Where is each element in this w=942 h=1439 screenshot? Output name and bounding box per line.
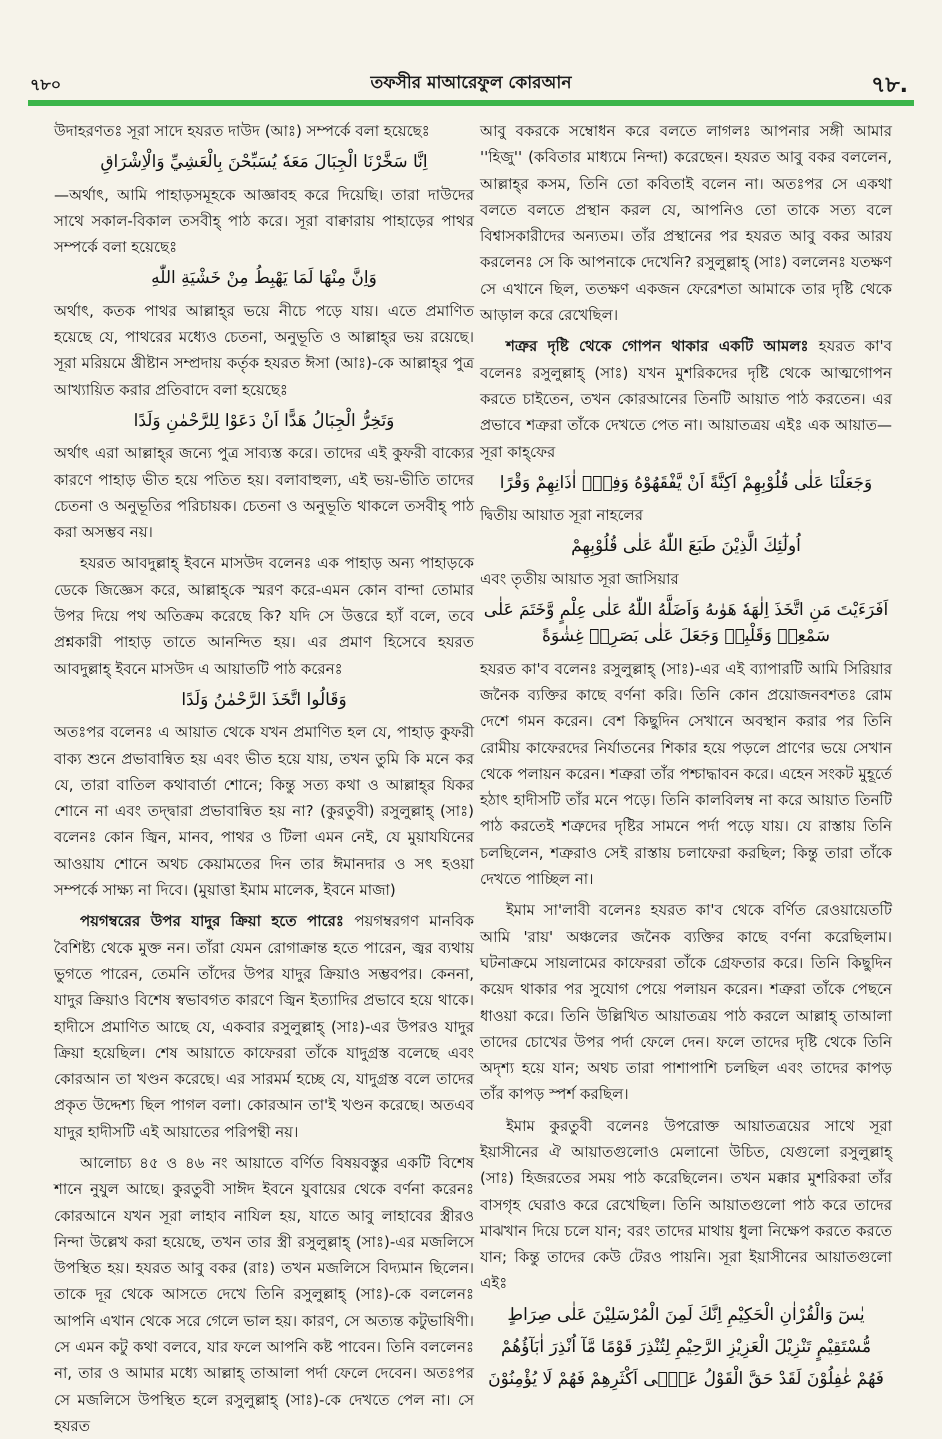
book-title: তফসীর মাআরেফুল কোরআন [370,73,572,93]
left-page-number: ৭৮০ [30,75,62,94]
arabic-verse: فَهُمْ غٰفِلُوْنَ لَقَدْ حَقَّ الْقَوْلُ عَلٰۤى اَكْثَرِهِمْ فَهُمْ لَا يُؤْمِنُوْنَ [488,1369,884,1390]
right-page-number: ৭৮. [871,73,908,98]
paragraph-text: হযরত আবদুল্লাহ্ ইবনে মাসউদ বলেনঃ এক পাহাড় অন্য পাহাড়কে ডেকে জিজ্ঞেস করে, আল্লাহ্‌কে স্মরণ করে-এমন কোন বান্দা তোমার উপর দিয়ে পথ অতিক্রম করেছে কি? যদি সে উত্তরে হ্যাঁ বলে, তবে প্রশ্নকারী পাহাড় তাতে আনন্দিত হয়। এর প্রমাণ হিসেবে হযরত আবদুল্লাহ্ ইবনে মাসউদ এ আয়াতটি পাঠ করেনঃ [54,554,474,678]
paragraph-text: উদাহরণতঃ সূরা সাদে হযরত দাউদ (আঃ) সম্পর্কে বলা হয়েছেঃ [54,122,430,140]
page-header [28,66,914,96]
arabic-verse: مُّسْتَقِيْمٍ تَنْزِيْلَ الْعَزِيْزِ الرَّحِيْمِ لِتُنْذِرَ قَوْمًا مَّآ اُنْذِرَ اٰبَآؤُهُمْ [500,1337,872,1358]
verse-translation: দ্বিতীয় আয়াত সূরা নাহলের [480,506,643,525]
arabic-verse: وَاِنَّ مِنْهَا لَمَا يَهْبِطُ مِنْ خَشْيَةِ اللّٰهِ [151,268,377,289]
paragraph-text: ইমাম সা'লাবী বলেনঃ হযরত কা'ব থেকে বর্ণিত রেওয়ায়েতটি আমি 'রায়' অঞ্চলের জনৈক ব্যক্তির কাছে বর্ণনা করেছিলাম। ঘটনাক্রমে সায়লামের কাফেররা তাঁকে গ্রেফতার করে। তিনি কিছুদিন কয়েদ থাকার পর সুযোগ পেয়ে পলায়ন করেন। শত্রুরা তাঁকে পেছনে ধাওয়া করে। তিনি উল্লিখিত আয়াতত্রয় পাঠ করলে আল্লাহ্ তাআলা তাদের চোখের উপর পর্দা ফেলে দেন। ফলে তাদের দৃষ্টি থেকে তিনি অদৃশ্য হয়ে যান; অথচ তারা পাশাপাশি চলছিল এবং তাদের কাপড় তাঁর কাপড় স্পর্শ করছিল। [480,901,892,1104]
arabic-verse: يٰسٓ وَالْقُرْاٰنِ الْحَكِيْمِ اِنَّكَ لَمِنَ الْمُرْسَلِيْنَ عَلٰى صِرَاطٍ [507,1304,865,1325]
paragraph [54,908,474,1145]
header-rule [28,100,914,106]
paragraph [54,1150,474,1439]
arabic-verse: وَتَخِرُّ الْجِبَالُ هَدًّا اَنْ دَعَوْا لِلرَّحْمٰنِ وَلَدًا [133,410,395,431]
paragraph [480,897,892,1107]
paragraph [54,118,474,144]
verse-translation: —অর্থাৎ, আমি পাহাড়সমূহকে আজ্ঞাবহ করে দিয়েছি। তারা দাউদের সাথে সকাল-বিকাল তসবীহ্ পাঠ করে। সূরা বাক্বারায় পাহাড়ের পাথর সম্পর্কে বলা হয়েছেঃ [54,185,474,257]
arabic-verse: اِنَّا سَخَّرْنَا الْجِبَالَ مَعَهٗ يُسَبِّحْنَ بِالْعَشِيِّ وَالْاِشْرَاقِ [100,152,428,173]
arabic-verse: وَقَالُوا اتَّخَذَ الرَّحْمٰنُ وَلَدًا [181,689,347,710]
verse-translation: অতঃপর বলেনঃ এ আয়াত থেকে যখন প্রমাণিত হল যে, পাহাড় কুফরী বাক্য শুনে প্রভাবান্বিত হয় এবং ভীত হয়ে যায়, তখন তুমি কি মনে কর যে, তারা বাতিল কথাবার্তা শোনে; কিন্তু সত্য কথা ও আল্লাহ্‌র যিকর শোনে না এবং তদ্দ্বারা প্রভাবান্বিত হয় না? (কুরতুবী) রসুলুল্লাহ্ (সাঃ) বলেনঃ কোন জ্বিন, মানব, পাথর ও টিলা এমন নেই, যে মুয়াযযিনের আওয়ায শোনে অথচ কেয়ামতের দিন তার ঈমানদার ও সৎ হওয়া সম্পর্কে সাক্ষ্য না দিবে। (মুয়াত্তা ইমাম মালেক, ইবনে মাজা) [54,723,474,900]
right-column [480,118,892,1390]
paragraph-text: আবু বকরকে সম্বোধন করে বলতে লাগলঃ আপনার সঙ্গী আমার ''হিজু'' (কবিতার মাধ্যমে নিন্দা) করেছেন। হযরত আবু বকর বললেন, আল্লাহ্‌র কসম, তিনি তো কবিতাই বলেন না। অতঃপর সে একথা বলতে বলতে প্রস্থান করল যে, আপনিও তো তাকে সত্য বলে বিশ্বাসকারীদের অন্যতম। তাঁর প্রস্থানের পর হযরত আবু বকর আরয করলেনঃ সে কি আপনাকে দেখেনি? রসুলুল্লাহ্ (সাঃ) বললেনঃ যতক্ষণ সে এখানে ছিল, ততক্ষণ একজন ফেরেশতা আমাকে তার দৃষ্টি থেকে আড়াল করে রেখেছিল। [480,122,892,325]
arabic-verse: وَجَعَلْنَا عَلٰى قُلُوْبِهِمْ اَكِنَّةً اَنْ يَّفْقَهُوْهُ وَفِيْۤ اٰذَانِهِمْ وَقْرًا [499,472,873,493]
paragraph-text: আলোচ্য ৪৫ ও ৪৬ নং আয়াতে বর্ণিত বিষয়বস্তুর একটি বিশেষ শানে নুযুল আছে। কুরতুবী সাঈদ ইবনে যুবায়ের থেকে বর্ণনা করেনঃ কোরআনে যখন সূরা লাহাব নাযিল হয়, যাতে আবু লাহাবের স্ত্রীরও নিন্দা উল্লেখ করা হয়েছে, তখন তার স্ত্রী রসুলুল্লাহ্ (সাঃ)-এর মজলিসে উপস্থিত হয়। হযরত আবু বকর (রাঃ) তখন মজলিসে বিদ্যমান ছিলেন। তাকে দূর থেকে আসতে দেখে তিনি রসুলুল্লাহ্ (সাঃ)-কে বললেনঃ আপনি এখান থেকে সরে গেলে ভাল হয়। কারণ, সে অত্যন্ত কটুভাষিণী। সে এমন কটু কথা বলবে, যার ফলে আপনি কষ্ট পাবেন। তিনি বললেনঃ না, তার ও আমার মধ্যে আল্লাহ্ তাআলা পর্দা ফেলে দেবেন। অতঃপর সে মজলিসে উপস্থিত হলে রসুলুল্লাহ্ (সাঃ)-কে দেখতে পেল না। সে হযরত [54,1153,474,1435]
paragraph [480,333,892,464]
paragraph-text: ইমাম কুরতুবী বলেনঃ উপরোক্ত আয়াতত্রয়ের সাথে সূরা ইয়াসীনের ঐ আয়াতগুলোও মেলানো উচিত, যেগুলো রসুলুল্লাহ্ (সাঃ) হিজরতের সময় পাঠ করেছিলেন। তখন মক্কার মুশরিকরা তাঁর বাসগৃহ ঘেরাও করে রেখেছিল। তিনি আয়াতগুলো পাঠ করে তাদের মাঝখান দিয়ে চলে যান; বরং তাদের মাথায় ধুলা নিক্ষেপ করতে করতে যান; কিন্তু তাদের কেউ টেরও পায়নি। সূরা ইয়াসীনের আয়াতগুলো এইঃ [480,1116,892,1293]
left-column [54,118,474,1435]
paragraph [480,1113,892,1297]
arabic-verse: اَفَرَءَيْتَ مَنِ اتَّخَذَ اِلٰهَهٗ هَوٰىهُ وَاَضَلَّهُ اللّٰهُ عَلٰى عِلْمٍ وَّخَتَمَ عَلٰى سَمْعِهٖ وَقَلْبِهٖ وَجَعَلَ عَلٰى بَصَرِهٖ غِشٰوَةً [483,600,889,647]
verse-translation: অর্থাৎ এরা আল্লাহ্‌র জন্যে পুত্র সাব্যস্ত করে। তাদের এই কুফরী বাক্যের কারণে পাহাড় ভীত হয়ে পতিত হয়। বলাবাহুল্য, এই ভয়-ভীতি তাদের চেতনা ও অনুভূতির পরিচায়ক। চেতনা ও অনুভূতি থাকলে তসবীহ্ পাঠ করা অসম্ভব নয়। [54,444,474,542]
paragraph-text: পয়গম্বরগণ মানবিক বৈশিষ্ট্য থেকে মুক্ত নন। তাঁরা যেমন রোগাক্রান্ত হতে পারেন, জ্বর ব্যথায় ভুগতে পারেন, তেমনি তাঁদের উপর যাদুর ক্রিয়াও সম্ভবপর। কেননা, যাদুর ক্রিয়াও বিশেষ স্বভাবগত কারণে জ্বিন ইত্যাদির প্রভাবে হয়ে থাকে। হাদীসে প্রমাণিত আছে যে, একবার রসুলুল্লাহ্ (সাঃ)-এর উপরও যাদুর ক্রিয়া হয়েছিল। শেষ আয়াতে কাফেররা তাঁকে যাদুগ্রস্ত বলেছে এবং কোরআন তা খণ্ডন করেছে। এর সারমর্ম হচ্ছে যে, যাদুগ্রস্ত বলে তাদের প্রকৃত উদ্দেশ্য ছিল পাগল বলা। কোরআন তা'ই খণ্ডন করেছে। অতএব যাদুর হাদীসটি এই আয়াতের পরিপন্থী নয়। [54,912,474,1141]
verse-translation: এবং তৃতীয় আয়াত সূরা জাসিয়ার [480,569,679,588]
verse-translation: হযরত কা'ব বলেনঃ রসুলুল্লাহ্ (সাঃ)-এর এই ব্যাপারটি আমি সিরিয়ার জনৈক ব্যক্তির কাছে বর্ণনা করি। তিনি কোন প্রয়োজনবশতঃ রোম দেশে গমন করেন। বেশ কিছুদিন সেখানে অবস্থান করার পর তিনি রোমীয় কাফেরদের নির্যাতনের শিকার হয়ে পড়লে প্রাণের ভয়ে সেখান থেকে পলায়ন করেন। শত্রুরা তাঁর পশ্চাদ্ধাবন করে। এহেন সংকট মুহূর্তে হঠাৎ হাদীসটি তাঁর মনে পড়ে। তিনি কালবিলম্ব না করে আয়াত তিনটি পাঠ করতেই শত্রুদের দৃষ্টির সামনে পর্দা পড়ে যায়। যে রাস্তায় তিনি চলছিলেন, শত্রুরাও সেই রাস্তায় চলাফেরা করছিল; কিন্তু তারা তাঁকে দেখতে পাচ্ছিল না। [480,659,892,889]
paragraph [480,118,892,328]
section-heading: শত্রুর দৃষ্টি থেকে গোপন থাকার একটি আমলঃ [506,337,819,356]
section-heading: পয়গম্বরের উপর যাদুর ক্রিয়া হতে পারেঃ [80,912,355,931]
verse-translation: অর্থাৎ, কতক পাথর আল্লাহ্‌র ভয়ে নীচে পড়ে যায়। এতে প্রমাণিত হয়েছে যে, পাথরের মধ্যেও চেতনা, অনুভূতি ও আল্লাহ্‌র ভয় রয়েছে। সূরা মরিয়মে খ্রীষ্টান সম্প্রদায় কর্তৃক হযরত ঈসা (আঃ)-কে আল্লাহ্‌র পুত্র আখ্যায়িত করার প্রতিবাদে বলা হয়েছেঃ [54,301,474,399]
paragraph-text: হযরত কা'ব বলেনঃ রসুলুল্লাহ্ (সাঃ) যখন মুশরিকদের দৃষ্টি থেকে আত্মগোপন করতে চাইতেন, তখন কোরআনের তিনটি আয়াত পাঠ করতেন। এর প্রভাবে শত্রুরা তাঁকে দেখতে পেত না। আয়াতত্রয় এইঃ এক আয়াত—সূরা কাহ্‌ফের [480,337,892,461]
arabic-verse: اُولٰٓئِكَ الَّذِيْنَ طَبَعَ اللّٰهُ عَلٰى قُلُوْبِهِمْ [571,536,801,557]
paragraph [54,550,474,681]
